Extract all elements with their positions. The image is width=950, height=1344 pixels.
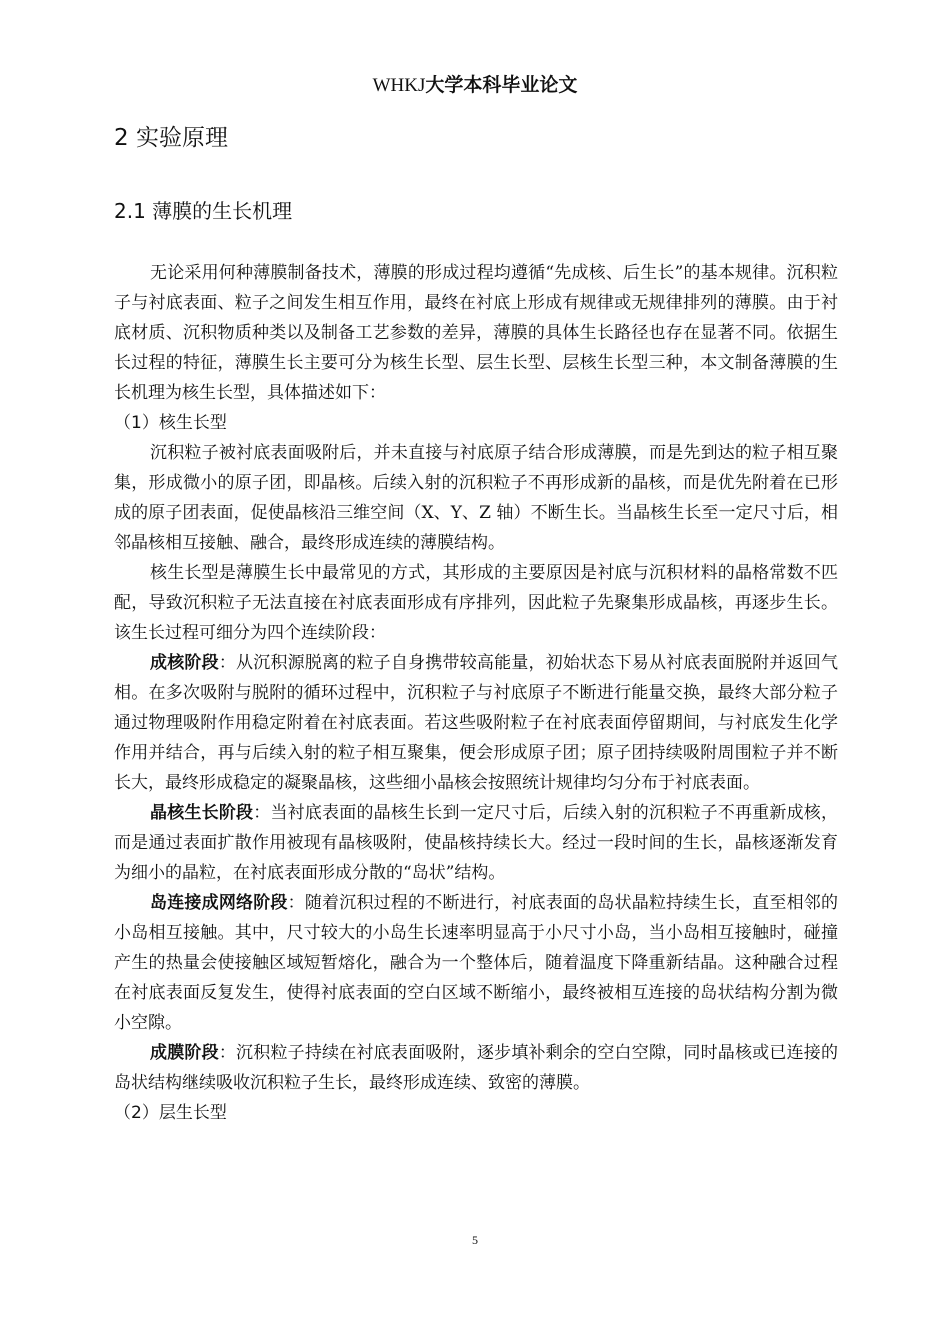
paragraph-stage-island-network: [114, 888, 838, 1038]
paragraph-stage-nucleus-growth: [114, 798, 838, 888]
stage-term-nucleation: 成核阶段: [150, 653, 219, 673]
intro-paragraph: 无论采用何种薄膜制备技术，薄膜的形成过程均遵循“先成核、后生长”的基本规律。沉积粒子与衬底表面、粒子之间发生相互作用，最终在衬底上形成有规律或无规律排列的薄膜。由于衬底材质、沉积物质种类以及制备工艺参数的差异，薄膜的具体生长路径也存在显著不同。依据生长过程的特征，薄膜生长主要可分为核生长型、层生长型、层核生长型三种，本文制备薄膜的生长机理为核生长型，具体描述如下：: [114, 263, 838, 403]
header-title: 大学本科毕业论文: [425, 74, 578, 96]
section-heading: 2.1 薄膜的生长机理: [114, 199, 293, 223]
header-abbreviation: WHKJ: [372, 75, 426, 96]
subheading-layer-growth: （2）层生长型: [114, 1103, 227, 1123]
paragraph-stage-film-formation: [114, 1038, 838, 1098]
page-number: 5: [472, 1233, 478, 1247]
subheading-nucleation-growth: （1）核生长型: [114, 413, 227, 433]
stage-term-nucleus-growth: 晶核生长阶段: [150, 803, 254, 823]
stage-term-island-network: 岛连接成网络阶段: [150, 893, 288, 913]
stage-text-nucleus-growth: ：当衬底表面的晶核生长到一定尺寸后，后续入射的沉积粒子不再重新成核，而是通过表面扩散作用被现有晶核吸附，使晶核持续长大。经过一段时间的生长，晶核逐渐发育为细小的晶粒，在衬底表面形成分散的“岛状”结构。: [114, 803, 839, 883]
paragraph-nucleation-cause: 核生长型是薄膜生长中最常见的方式，其形成的主要原因是衬底与沉积材料的晶格常数不匹配，导致沉积粒子无法直接在衬底表面形成有序排列，因此粒子先聚集形成晶核，再逐步生长。该生长过程可细分为四个连续阶段：: [114, 563, 838, 643]
running-header: [0, 72, 950, 99]
chapter-heading: 2 实验原理: [114, 125, 228, 151]
stage-text-island-network: ：随着沉积过程的不断进行，衬底表面的岛状晶粒持续生长，直至相邻的小岛相互接触。其中，尺寸较大的小岛生长速率明显高于小尺寸小岛，当小岛相互接触时，碰撞产生的热量会使接触区域短暂熔化，融合为一个整体后，随着温度下降重新结晶。这种融合过程在衬底表面反复发生，使得衬底表面的空白区域不断缩小，最终被相互连接的岛状结构分割为微小空隙。: [114, 893, 838, 1033]
body-text: [114, 258, 838, 1128]
paragraph-nucleation-description: 沉积粒子被衬底表面吸附后，并未直接与衬底原子结合形成薄膜，而是先到达的粒子相互聚集，形成微小的原子团，即晶核。后续入射的沉积粒子不再形成新的晶核，而是优先附着在已形成的原子团表面，促使晶核沿三维空间（X、Y、Z 轴）不断生长。当晶核生长至一定尺寸后，相邻晶核相互接触、融合，最终形成连续的薄膜结构。: [114, 443, 838, 553]
stage-text-nucleation: ：从沉积源脱离的粒子自身携带较高能量，初始状态下易从衬底表面脱附并返回气相。在多次吸附与脱附的循环过程中，沉积粒子与衬底原子不断进行能量交换，最终大部分粒子通过物理吸附作用稳定附着在衬底表面。若这些吸附粒子在衬底表面停留期间，与衬底发生化学作用并结合，再与后续入射的粒子相互聚集，便会形成原子团；原子团持续吸附周围粒子并不断长大，最终形成稳定的凝聚晶核，这些细小晶核会按照统计规律均匀分布于衬底表面。: [114, 653, 839, 793]
stage-text-film-formation: ：沉积粒子持续在衬底表面吸附，逐步填补剩余的空白空隙，同时晶核或已连接的岛状结构继续吸收沉积粒子生长，最终形成连续、致密的薄膜。: [114, 1043, 839, 1093]
paragraph-stage-nucleation: [114, 648, 838, 798]
stage-term-film-formation: 成膜阶段: [150, 1043, 219, 1063]
